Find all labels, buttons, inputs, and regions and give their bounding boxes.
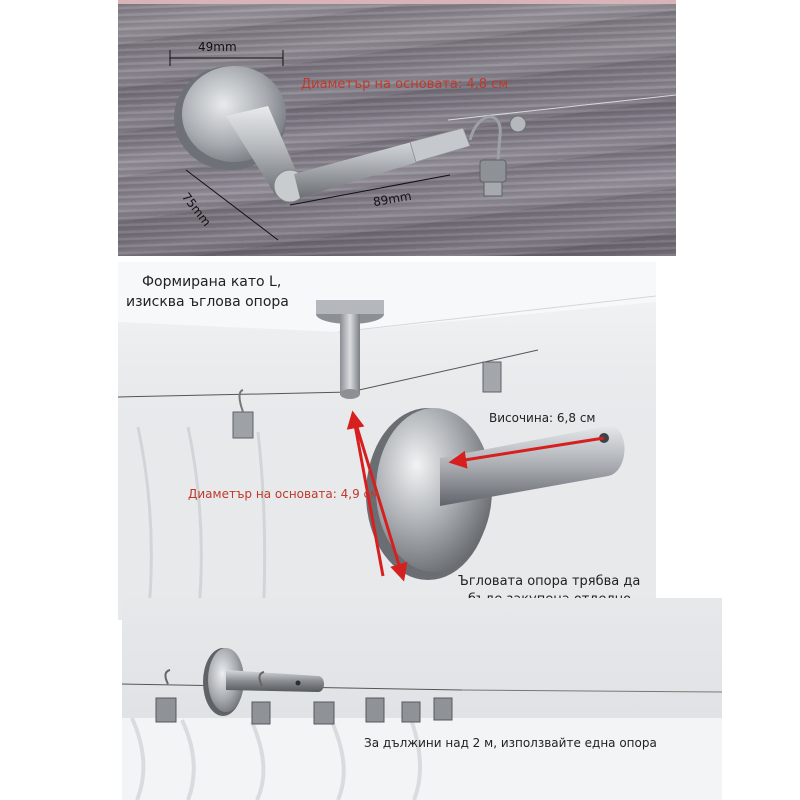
curtain-scene-illustration (122, 598, 722, 800)
corner-support-illustration (118, 262, 656, 620)
curtain-clips-photo (122, 598, 722, 800)
clip-left (233, 412, 253, 438)
height-label: Височина: 6,8 см (489, 411, 596, 425)
wire-left (118, 392, 350, 397)
base-diameter-label-2: Диаметър на основата: 4,9 см (188, 487, 380, 501)
clip-right (483, 362, 501, 392)
hook (470, 117, 500, 160)
base-diameter-label: Диаметър на основата: 4,8 см (301, 77, 509, 92)
wire-line (448, 95, 676, 120)
wire-right (350, 350, 538, 392)
clip (480, 160, 506, 182)
wall-rod (226, 670, 324, 692)
dim-label-length: 89mm (372, 188, 413, 210)
wood-wall-photo (118, 0, 676, 256)
note-line1: Ъгловата опора трябва да (458, 574, 641, 589)
dim-label-depth: 75mm (178, 190, 214, 230)
ceiling-corner-photo (118, 262, 656, 620)
wire-clamp (510, 116, 526, 132)
vertical-rod (340, 314, 360, 394)
heading-line1: Формирана като L, (142, 274, 282, 290)
heading-line2: изисква ъглова опора (126, 294, 289, 310)
caption: За дължини над 2 м, използвайте една опора (364, 736, 657, 750)
dim-label-width: 49mm (198, 40, 237, 54)
